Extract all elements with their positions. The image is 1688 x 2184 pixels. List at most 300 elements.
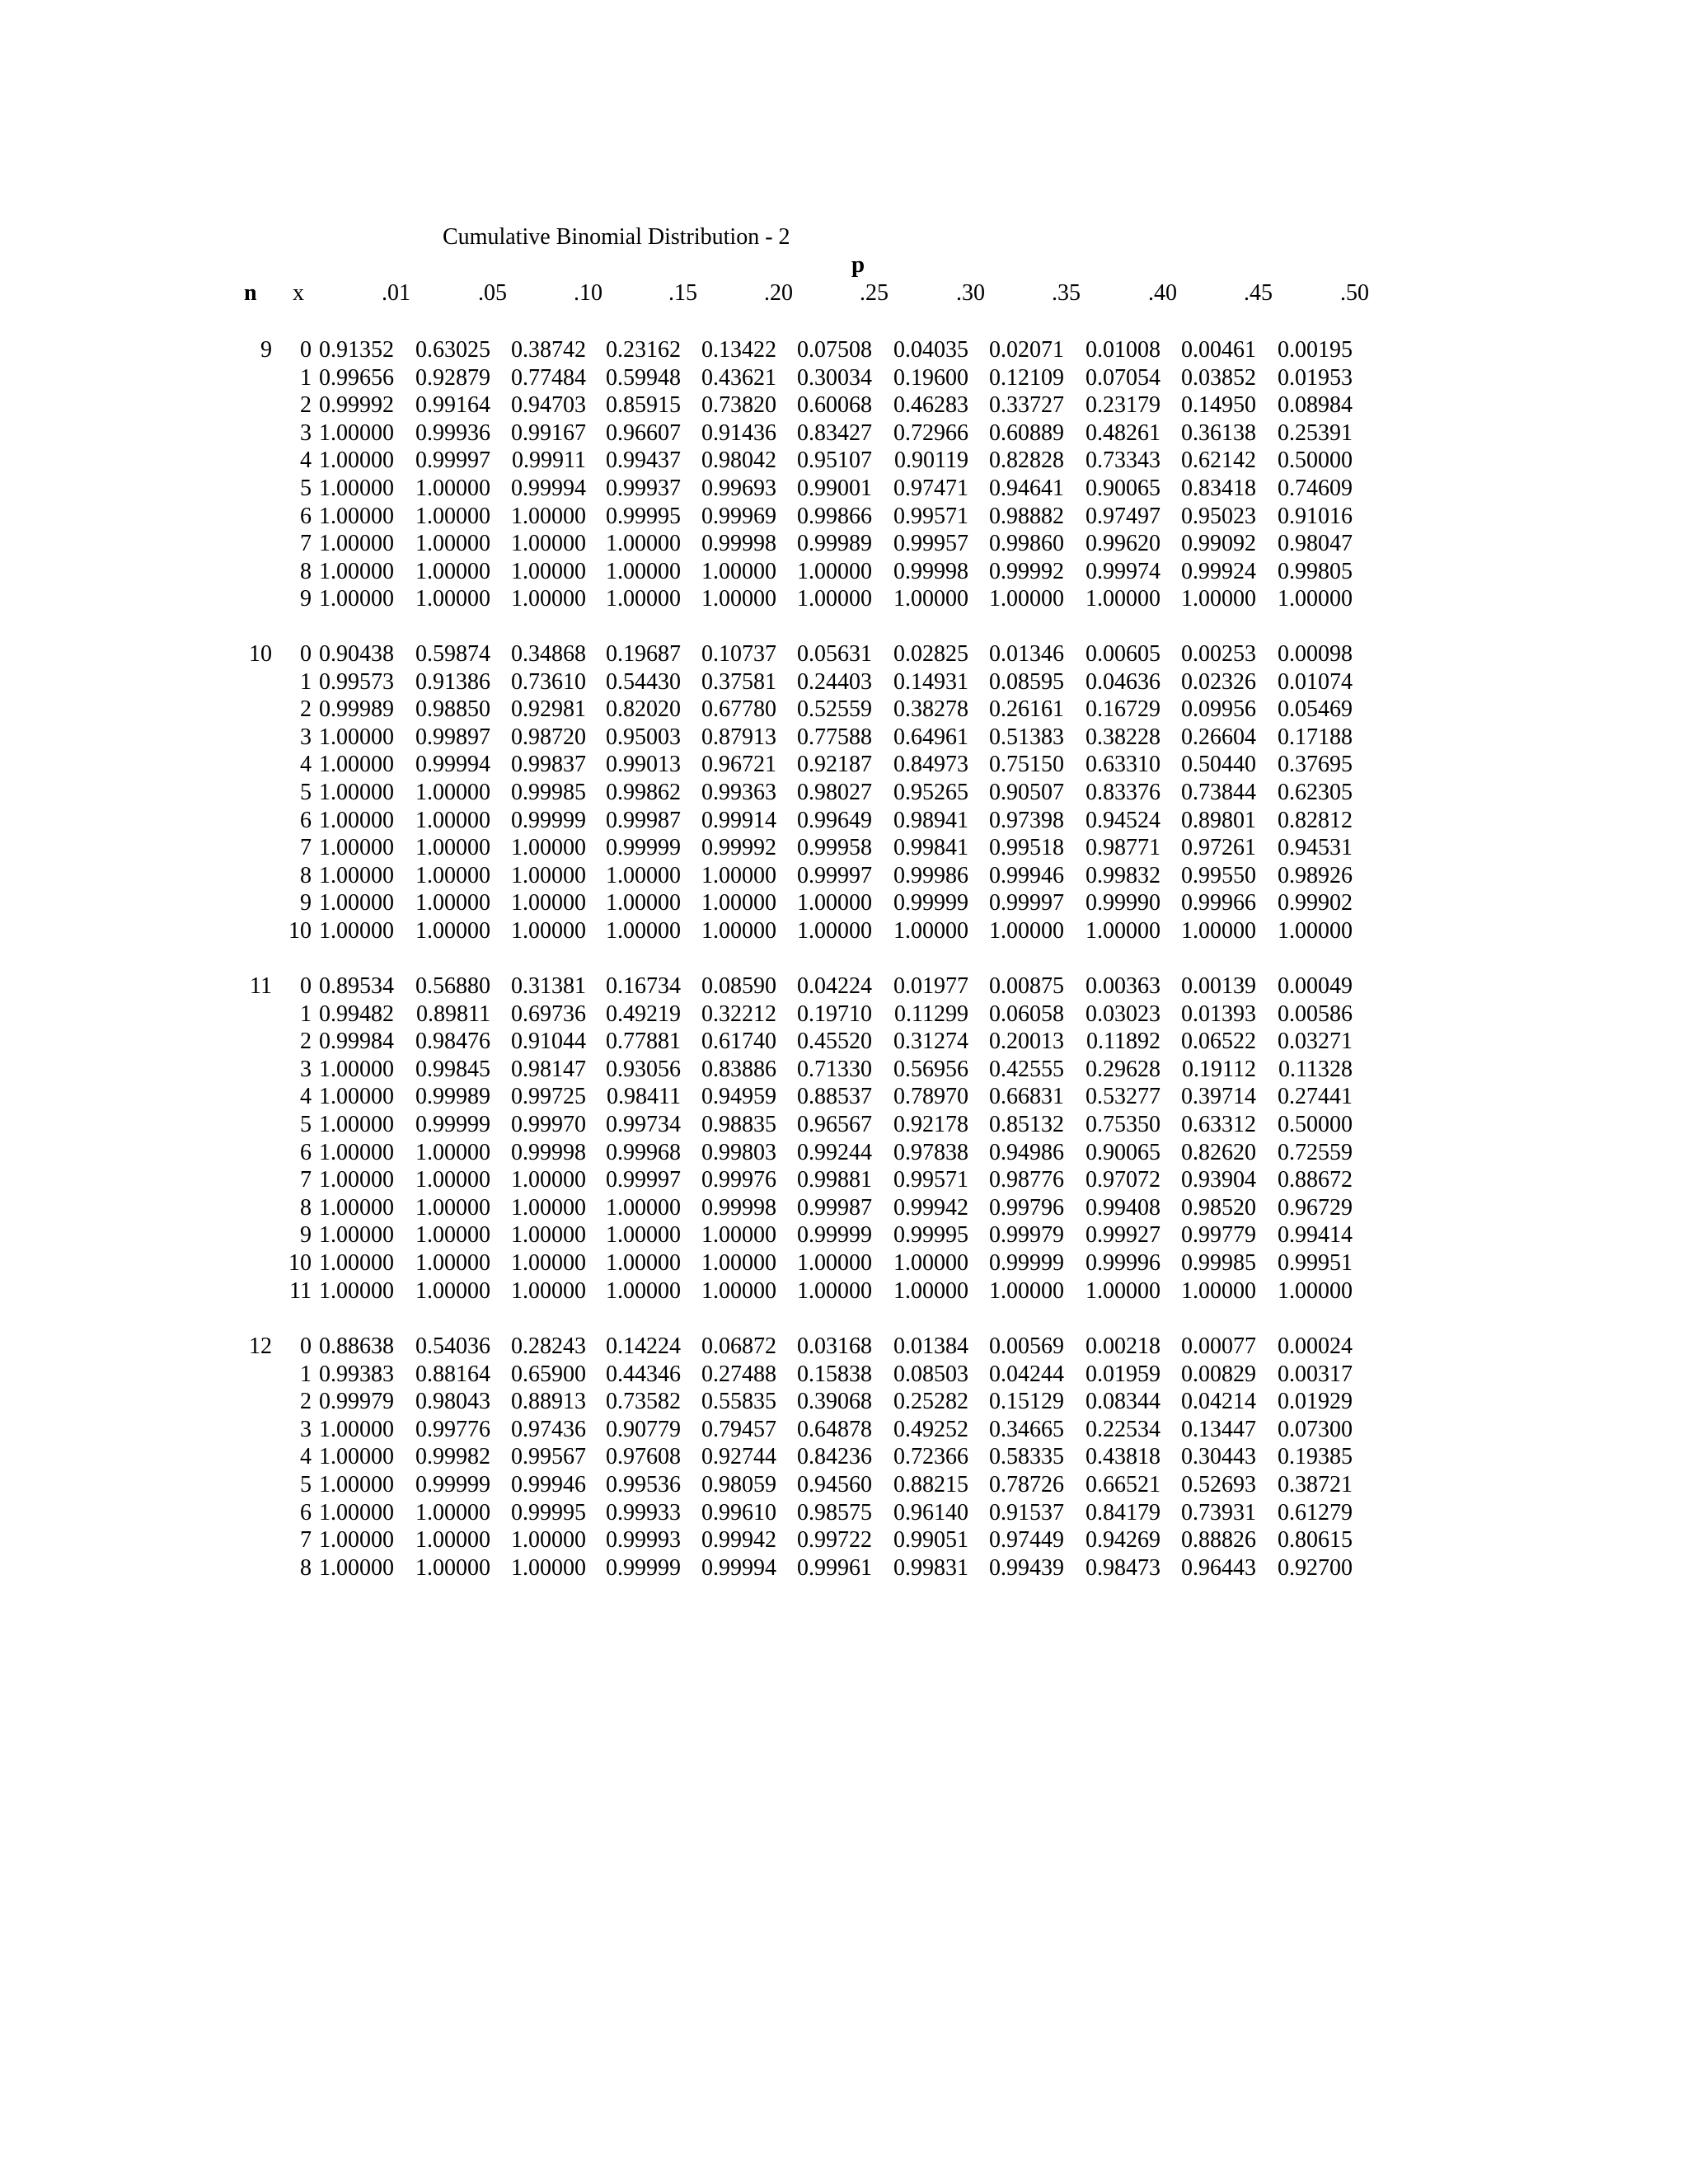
- probability-cell: 1.00000: [319, 1084, 394, 1110]
- table-row: [0, 419, 1688, 448]
- probability-cell: 1.00000: [797, 890, 872, 916]
- probability-cell: 0.96607: [606, 419, 681, 446]
- probability-cell: 1.00000: [893, 918, 968, 944]
- probability-cell: 0.01959: [1085, 1361, 1160, 1387]
- probability-cell: 0.03023: [1085, 1001, 1160, 1027]
- probability-cell: 1.00000: [511, 890, 586, 916]
- probability-cell: 0.99897: [415, 724, 490, 750]
- x-value: 7: [300, 1527, 312, 1554]
- x-value: 3: [300, 724, 312, 750]
- table-row: [0, 1388, 1688, 1416]
- probability-cell: 0.88215: [893, 1472, 968, 1497]
- probability-cell: 0.10737: [701, 641, 776, 667]
- table-row: [0, 640, 1688, 668]
- probability-cell: 1.00000: [606, 890, 681, 916]
- probability-cell: 0.01393: [1181, 1001, 1256, 1027]
- x-value: 6: [300, 807, 312, 833]
- probability-cell: 0.99383: [319, 1361, 394, 1387]
- probability-cell: 0.00317: [1278, 1361, 1353, 1387]
- probability-cell: 1.00000: [415, 1222, 490, 1249]
- probability-cell: 0.94531: [1278, 835, 1353, 861]
- probability-cell: 0.56956: [893, 1056, 968, 1082]
- probability-cell: 0.07054: [1085, 364, 1160, 391]
- probability-cell: 0.98147: [511, 1056, 586, 1082]
- table-row: [0, 503, 1688, 531]
- probability-cell: 0.39068: [797, 1389, 872, 1415]
- header-p-col-6: .30: [956, 280, 985, 306]
- probability-cell: 1.00000: [415, 1250, 490, 1276]
- probability-cell: 0.99961: [797, 1554, 872, 1581]
- probability-cell: 0.52559: [797, 696, 872, 723]
- probability-cell: 1.00000: [415, 1277, 490, 1304]
- table-row: [0, 336, 1688, 364]
- probability-cell: 0.99841: [893, 835, 968, 861]
- probability-cell: 0.75350: [1085, 1112, 1160, 1137]
- probability-cell: 1.00000: [606, 1222, 681, 1249]
- probability-cell: 0.99550: [1181, 862, 1256, 888]
- probability-cell: 0.19112: [1182, 1056, 1256, 1082]
- probability-cell: 0.82812: [1278, 807, 1353, 833]
- probability-cell: 0.99969: [701, 503, 776, 529]
- table-row: [0, 1028, 1688, 1056]
- probability-cell: 1.00000: [415, 1139, 490, 1165]
- probability-cell: 1.00000: [511, 586, 586, 612]
- probability-cell: 0.88638: [319, 1333, 394, 1359]
- probability-cell: 1.00000: [415, 558, 490, 584]
- probability-cell: 0.82020: [606, 696, 681, 723]
- x-value: 1: [300, 364, 312, 391]
- probability-cell: 0.01953: [1278, 364, 1353, 391]
- x-value: 0: [300, 641, 312, 667]
- probability-cell: 0.00139: [1181, 973, 1256, 999]
- x-value: 8: [300, 558, 312, 584]
- table-row: [0, 1443, 1688, 1471]
- probability-cell: 0.77881: [606, 1029, 681, 1055]
- probability-cell: 0.78726: [989, 1472, 1064, 1497]
- probability-cell: 0.99999: [415, 1472, 490, 1497]
- probability-cell: 0.25282: [893, 1389, 968, 1415]
- probability-cell: 0.19385: [1278, 1444, 1353, 1470]
- probability-cell: 0.99013: [606, 752, 681, 778]
- table-row: [0, 364, 1688, 392]
- probability-cell: 0.83418: [1181, 476, 1256, 501]
- probability-cell: 0.99985: [511, 780, 586, 805]
- probability-cell: 0.99995: [893, 1222, 968, 1249]
- probability-cell: 0.63310: [1085, 752, 1160, 778]
- probability-cell: 0.99776: [415, 1416, 490, 1442]
- probability-cell: 0.99927: [1085, 1222, 1160, 1249]
- probability-cell: 0.52693: [1181, 1472, 1256, 1497]
- probability-cell: 0.63025: [415, 337, 490, 363]
- probability-cell: 0.99999: [797, 1222, 872, 1249]
- probability-cell: 0.98520: [1181, 1194, 1256, 1221]
- x-value: 10: [288, 918, 312, 944]
- probability-cell: 0.00195: [1278, 337, 1353, 363]
- probability-cell: 1.00000: [797, 558, 872, 584]
- probability-cell: 1.00000: [319, 1056, 394, 1082]
- probability-cell: 0.98411: [607, 1084, 681, 1110]
- x-value: 2: [300, 392, 312, 419]
- probability-cell: 0.90119: [894, 448, 968, 474]
- x-value: 4: [300, 752, 312, 778]
- probability-cell: 0.00363: [1085, 973, 1160, 999]
- probability-cell: 0.99693: [701, 476, 776, 501]
- probability-cell: 0.94524: [1085, 807, 1160, 833]
- probability-cell: 0.00098: [1278, 641, 1353, 667]
- probability-cell: 0.50440: [1181, 752, 1256, 778]
- probability-cell: 0.08503: [893, 1361, 968, 1387]
- probability-cell: 0.99974: [1085, 558, 1160, 584]
- probability-cell: 0.01977: [893, 973, 968, 999]
- header-p-col-2: .10: [574, 280, 603, 306]
- probability-cell: 1.00000: [319, 1277, 394, 1304]
- probability-cell: 0.99999: [989, 1250, 1064, 1276]
- table-row: [0, 1471, 1688, 1499]
- probability-cell: 0.17188: [1278, 724, 1353, 750]
- probability-cell: 0.50000: [1278, 448, 1353, 474]
- x-value: 1: [300, 1361, 312, 1387]
- probability-cell: 1.00000: [1085, 918, 1160, 944]
- probability-cell: 0.99518: [989, 835, 1064, 861]
- probability-cell: 0.90065: [1085, 476, 1160, 501]
- header-p-col-3: .15: [668, 280, 697, 306]
- probability-cell: 0.98941: [893, 807, 968, 833]
- probability-cell: 1.00000: [511, 1167, 586, 1193]
- probability-cell: 0.99167: [511, 419, 586, 446]
- probability-cell: 0.83427: [797, 419, 872, 446]
- header-p-col-4: .20: [764, 280, 793, 306]
- x-value: 4: [300, 1444, 312, 1470]
- probability-cell: 0.96443: [1181, 1554, 1256, 1581]
- probability-cell: 0.01008: [1085, 337, 1160, 363]
- probability-cell: 1.00000: [511, 1222, 586, 1249]
- table-row: [0, 1056, 1688, 1084]
- probability-cell: 0.99987: [797, 1194, 872, 1221]
- probability-cell: 0.98059: [701, 1472, 776, 1497]
- probability-cell: 0.96140: [893, 1499, 968, 1526]
- probability-cell: 0.99989: [797, 531, 872, 557]
- probability-cell: 0.38228: [1085, 724, 1160, 750]
- probability-cell: 0.90438: [319, 641, 394, 667]
- probability-cell: 0.31274: [893, 1029, 968, 1055]
- probability-cell: 0.94641: [989, 476, 1064, 501]
- probability-cell: 0.91537: [989, 1499, 1064, 1526]
- probability-cell: 0.60068: [797, 392, 872, 419]
- probability-cell: 0.07300: [1278, 1416, 1353, 1442]
- x-value: 2: [300, 1389, 312, 1415]
- probability-cell: 0.59874: [415, 641, 490, 667]
- table-row: [0, 1194, 1688, 1222]
- probability-cell: 0.99970: [511, 1112, 586, 1137]
- probability-cell: 0.04214: [1181, 1389, 1256, 1415]
- probability-cell: 1.00000: [606, 918, 681, 944]
- probability-cell: 1.00000: [511, 1527, 586, 1554]
- x-value: 7: [300, 835, 312, 861]
- probability-cell: 0.02326: [1181, 668, 1256, 695]
- probability-cell: 0.99837: [511, 752, 586, 778]
- probability-cell: 0.85915: [606, 392, 681, 419]
- probability-cell: 0.83886: [701, 1056, 776, 1082]
- probability-cell: 0.71330: [797, 1056, 872, 1082]
- probability-cell: 0.99997: [415, 448, 490, 474]
- probability-cell: 1.00000: [415, 531, 490, 557]
- probability-cell: 1.00000: [701, 862, 776, 888]
- probability-cell: 0.00218: [1085, 1333, 1160, 1359]
- probability-cell: 0.98047: [1278, 531, 1353, 557]
- probability-cell: 0.31381: [511, 973, 586, 999]
- probability-cell: 0.89801: [1181, 807, 1256, 833]
- probability-cell: 0.66831: [989, 1084, 1064, 1110]
- probability-cell: 1.00000: [319, 558, 394, 584]
- probability-cell: 0.99936: [415, 419, 490, 446]
- probability-cell: 0.73582: [606, 1389, 681, 1415]
- probability-cell: 0.94959: [701, 1084, 776, 1110]
- probability-cell: 0.01929: [1278, 1389, 1353, 1415]
- x-value: 5: [300, 1472, 312, 1497]
- n-value: 10: [249, 641, 272, 667]
- probability-cell: 1.00000: [415, 503, 490, 529]
- probability-cell: 0.99845: [415, 1056, 490, 1082]
- probability-cell: 0.98835: [701, 1112, 776, 1137]
- probability-cell: 0.55835: [701, 1389, 776, 1415]
- probability-cell: 1.00000: [319, 1499, 394, 1526]
- probability-cell: 0.19710: [797, 1001, 872, 1027]
- probability-cell: 1.00000: [701, 890, 776, 916]
- x-value: 5: [300, 476, 312, 501]
- probability-cell: 0.15129: [989, 1389, 1064, 1415]
- probability-cell: 0.98042: [701, 448, 776, 474]
- probability-cell: 0.99966: [1181, 890, 1256, 916]
- probability-cell: 0.99051: [893, 1527, 968, 1554]
- probability-cell: 0.99734: [606, 1112, 681, 1137]
- x-value: 10: [288, 1250, 312, 1276]
- probability-cell: 1.00000: [1085, 586, 1160, 612]
- probability-cell: 0.99862: [606, 780, 681, 805]
- probability-cell: 1.00000: [1181, 586, 1256, 612]
- probability-cell: 0.87913: [701, 724, 776, 750]
- probability-cell: 0.73343: [1085, 448, 1160, 474]
- probability-cell: 0.43621: [701, 364, 776, 391]
- header-x: x: [293, 280, 304, 306]
- probability-cell: 0.97449: [989, 1527, 1064, 1554]
- probability-cell: 0.43818: [1085, 1444, 1160, 1470]
- probability-cell: 0.13447: [1181, 1416, 1256, 1442]
- probability-cell: 1.00000: [701, 558, 776, 584]
- probability-cell: 0.64878: [797, 1416, 872, 1442]
- probability-cell: 0.98771: [1085, 835, 1160, 861]
- probability-cell: 1.00000: [606, 531, 681, 557]
- probability-cell: 0.99999: [415, 1112, 490, 1137]
- probability-cell: 1.00000: [319, 1139, 394, 1165]
- probability-cell: 1.00000: [1278, 1277, 1353, 1304]
- probability-cell: 1.00000: [319, 918, 394, 944]
- x-value: 7: [300, 531, 312, 557]
- probability-cell: 0.99985: [1181, 1250, 1256, 1276]
- probability-cell: 0.63312: [1181, 1112, 1256, 1137]
- probability-cell: 1.00000: [606, 558, 681, 584]
- probability-cell: 1.00000: [511, 918, 586, 944]
- probability-cell: 1.00000: [606, 1277, 681, 1304]
- probability-cell: 0.50000: [1278, 1112, 1353, 1137]
- probability-cell: 0.99610: [701, 1499, 776, 1526]
- probability-cell: 1.00000: [319, 1527, 394, 1554]
- probability-cell: 0.98882: [989, 503, 1064, 529]
- probability-cell: 0.02825: [893, 641, 968, 667]
- probability-cell: 0.99984: [319, 1029, 394, 1055]
- probability-cell: 0.73844: [1181, 780, 1256, 805]
- probability-cell: 0.99993: [606, 1527, 681, 1554]
- probability-cell: 1.00000: [319, 1250, 394, 1276]
- probability-cell: 0.62142: [1181, 448, 1256, 474]
- table-row: [0, 1111, 1688, 1139]
- probability-cell: 0.99805: [1278, 558, 1353, 584]
- probability-cell: 0.00605: [1085, 641, 1160, 667]
- probability-cell: 0.92187: [797, 752, 872, 778]
- probability-cell: 0.38278: [893, 696, 968, 723]
- probability-cell: 0.20013: [989, 1029, 1064, 1055]
- x-value: 6: [300, 1139, 312, 1165]
- x-value: 3: [300, 419, 312, 446]
- probability-cell: 1.00000: [319, 1194, 394, 1221]
- probability-cell: 0.99164: [415, 392, 490, 419]
- probability-cell: 0.05631: [797, 641, 872, 667]
- table-row: [0, 917, 1688, 945]
- probability-cell: 1.00000: [1085, 1277, 1160, 1304]
- probability-cell: 0.37695: [1278, 752, 1353, 778]
- probability-cell: 0.99722: [797, 1527, 872, 1554]
- probability-cell: 0.99968: [606, 1139, 681, 1165]
- probability-cell: 0.99942: [893, 1194, 968, 1221]
- probability-cell: 0.94269: [1085, 1527, 1160, 1554]
- probability-cell: 0.36138: [1181, 419, 1256, 446]
- probability-cell: 0.85132: [989, 1112, 1064, 1137]
- table-row: [0, 1249, 1688, 1277]
- probability-cell: 0.99649: [797, 807, 872, 833]
- table-row: [0, 1333, 1688, 1361]
- x-value: 9: [300, 1222, 312, 1249]
- n-value: 12: [249, 1333, 272, 1359]
- probability-cell: 0.23162: [606, 337, 681, 363]
- probability-cell: 0.83376: [1085, 780, 1160, 805]
- probability-cell: 0.99957: [893, 531, 968, 557]
- table-row: [0, 1001, 1688, 1029]
- table-row: [0, 696, 1688, 724]
- probability-cell: 0.00049: [1278, 973, 1353, 999]
- probability-cell: 0.80615: [1278, 1527, 1353, 1554]
- probability-cell: 1.00000: [415, 1554, 490, 1581]
- table-row: [0, 585, 1688, 613]
- probability-cell: 0.64961: [893, 724, 968, 750]
- probability-cell: 0.73610: [511, 668, 586, 695]
- header-p-col-1: .05: [478, 280, 507, 306]
- probability-cell: 0.09956: [1181, 696, 1256, 723]
- probability-cell: 1.00000: [319, 531, 394, 557]
- probability-cell: 0.14931: [893, 668, 968, 695]
- probability-cell: 1.00000: [1181, 918, 1256, 944]
- table-row: [0, 834, 1688, 862]
- probability-cell: 0.65900: [511, 1361, 586, 1387]
- table-row: [0, 1499, 1688, 1527]
- probability-cell: 0.22534: [1085, 1416, 1160, 1442]
- probability-cell: 1.00000: [511, 1250, 586, 1276]
- probability-cell: 0.91016: [1278, 503, 1353, 529]
- probability-cell: 0.99933: [606, 1499, 681, 1526]
- probability-cell: 1.00000: [415, 862, 490, 888]
- probability-cell: 0.88913: [511, 1389, 586, 1415]
- probability-cell: 0.00461: [1181, 337, 1256, 363]
- probability-cell: 0.66521: [1085, 1472, 1160, 1497]
- probability-cell: 1.00000: [606, 862, 681, 888]
- probability-cell: 0.04636: [1085, 668, 1160, 695]
- probability-cell: 0.00253: [1181, 641, 1256, 667]
- probability-cell: 0.99986: [893, 862, 968, 888]
- probability-cell: 0.99571: [893, 1167, 968, 1193]
- probability-cell: 0.99998: [701, 531, 776, 557]
- probability-cell: 1.00000: [319, 724, 394, 750]
- probability-cell: 1.00000: [701, 1277, 776, 1304]
- probability-cell: 1.00000: [989, 1277, 1064, 1304]
- probability-cell: 1.00000: [893, 1250, 968, 1276]
- probability-cell: 1.00000: [511, 531, 586, 557]
- probability-cell: 0.90065: [1085, 1139, 1160, 1165]
- probability-cell: 0.99408: [1085, 1194, 1160, 1221]
- probability-cell: 1.00000: [701, 586, 776, 612]
- probability-cell: 1.00000: [511, 1194, 586, 1221]
- x-value: 8: [300, 862, 312, 888]
- probability-cell: 0.99860: [989, 531, 1064, 557]
- probability-cell: 0.61279: [1278, 1499, 1353, 1526]
- probability-cell: 0.99832: [1085, 862, 1160, 888]
- probability-cell: 1.00000: [701, 1222, 776, 1249]
- probability-cell: 0.26604: [1181, 724, 1256, 750]
- probability-cell: 0.91352: [319, 337, 394, 363]
- probability-cell: 0.99989: [319, 696, 394, 723]
- probability-cell: 1.00000: [701, 918, 776, 944]
- probability-cell: 0.99999: [893, 890, 968, 916]
- probability-cell: 1.00000: [319, 835, 394, 861]
- probability-cell: 0.97261: [1181, 835, 1256, 861]
- probability-cell: 0.59948: [606, 364, 681, 391]
- header-n: n: [244, 280, 257, 306]
- probability-cell: 1.00000: [893, 586, 968, 612]
- probability-cell: 1.00000: [989, 586, 1064, 612]
- probability-cell: 0.91436: [701, 419, 776, 446]
- probability-cell: 0.99994: [415, 752, 490, 778]
- probability-cell: 1.00000: [319, 1222, 394, 1249]
- probability-cell: 0.14950: [1181, 392, 1256, 419]
- probability-cell: 0.88826: [1181, 1527, 1256, 1554]
- probability-cell: 0.72966: [893, 419, 968, 446]
- header-p-col-10: .50: [1340, 280, 1369, 306]
- probability-cell: 0.99998: [511, 1139, 586, 1165]
- probability-cell: 1.00000: [415, 1167, 490, 1193]
- probability-cell: 0.90507: [989, 780, 1064, 805]
- probability-cell: 0.99982: [415, 1444, 490, 1470]
- table-row: [0, 807, 1688, 835]
- probability-cell: 1.00000: [511, 503, 586, 529]
- probability-cell: 1.00000: [319, 1444, 394, 1470]
- probability-cell: 0.05469: [1278, 696, 1353, 723]
- probability-cell: 0.99992: [319, 392, 394, 419]
- probability-cell: 0.37581: [701, 668, 776, 695]
- probability-cell: 1.00000: [989, 918, 1064, 944]
- probability-cell: 0.98043: [415, 1389, 490, 1415]
- probability-cell: 0.08595: [989, 668, 1064, 695]
- probability-cell: 1.00000: [319, 476, 394, 501]
- probability-cell: 0.99996: [1085, 1250, 1160, 1276]
- probability-cell: 0.54430: [606, 668, 681, 695]
- probability-cell: 0.99987: [606, 807, 681, 833]
